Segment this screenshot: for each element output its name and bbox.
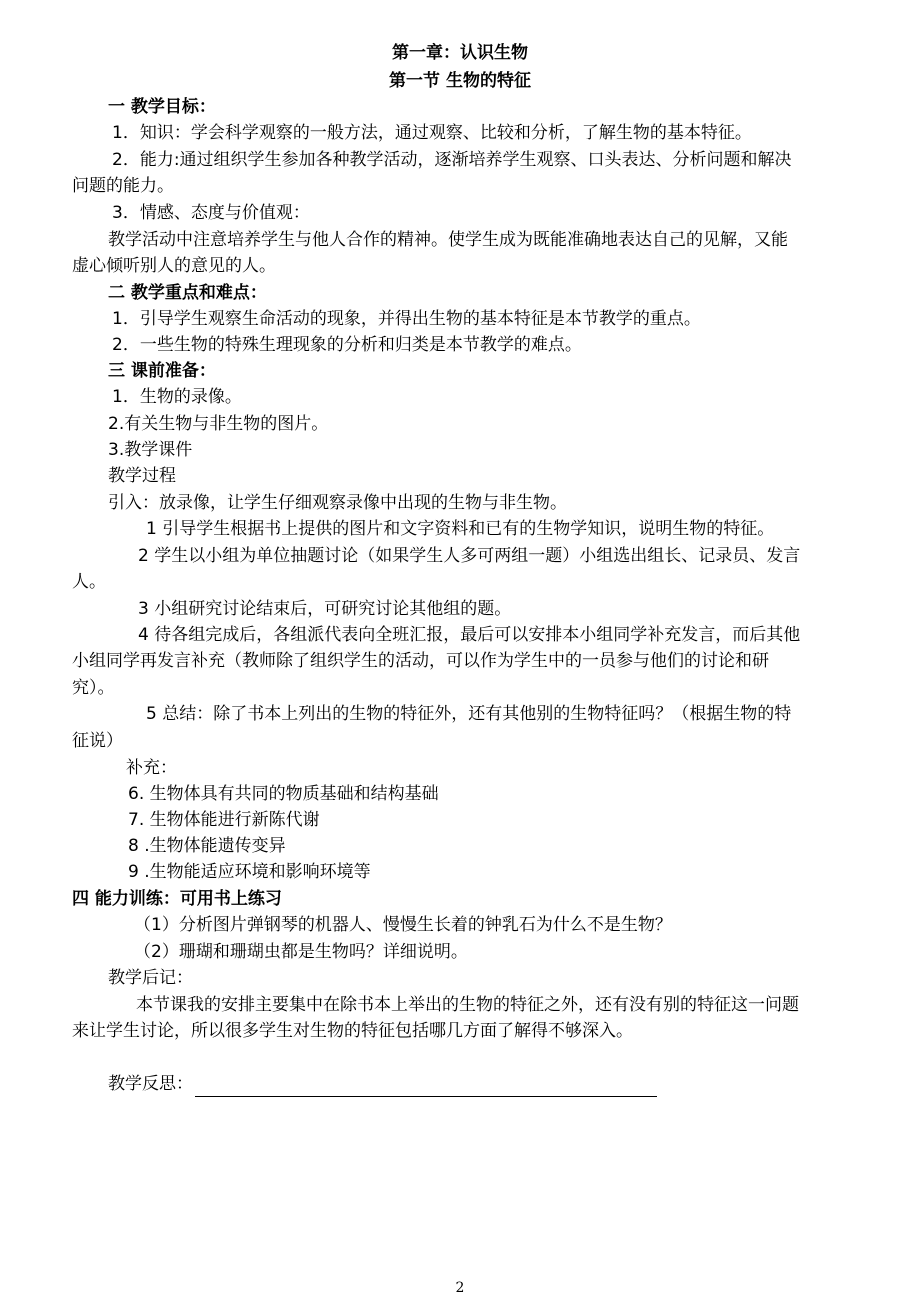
- page-number: 2: [455, 1280, 465, 1296]
- reflection-blank-line: [195, 1078, 657, 1097]
- process-step-2-line1: 2 学生以小组为单位抽题讨论（如果学生人多可两组一题）小组选出组长、记录员、发言: [138, 546, 801, 566]
- postscript-line1: 本节课我的安排主要集中在除书本上举出的生物的特征之外，还有没有别的特征这一问题: [136, 995, 799, 1015]
- chapter-title: 第一章：认识生物: [392, 43, 528, 63]
- key-point-1: 1．引导学生观察生命活动的现象，并得出生物的基本特征是本节教学的重点。: [112, 309, 701, 329]
- objectives-heading: 一 教学目标：: [108, 97, 216, 117]
- reflection-row: [108, 1071, 657, 1097]
- supplement-item-9: 9 .生物能适应环境和影响环境等: [128, 862, 371, 882]
- preparation-item-1: 1．生物的录像。: [112, 387, 242, 407]
- key-point-2: 2．一些生物的特殊生理现象的分析和归类是本节教学的难点。: [112, 335, 582, 355]
- supplement-item-8: 8 .生物体能遗传变异: [128, 836, 286, 856]
- process-step-5-line2: 征说）: [72, 731, 123, 751]
- objective-values-line2: 虚心倾听别人的意见的人。: [72, 256, 276, 276]
- process-step-4-line2: 小组同学再发言补充（教师除了组织学生的活动，可以作为学生中的一员参与他们的讨论和研: [72, 651, 769, 671]
- supplement-item-6: 6. 生物体具有共同的物质基础和结构基础: [128, 784, 439, 804]
- section-title: 第一节 生物的特征: [389, 71, 531, 91]
- objective-values-label: 3．情感、态度与价值观：: [112, 203, 310, 223]
- key-points-heading: 二 教学重点和难点：: [108, 283, 267, 303]
- objective-ability-line1: 2．能力:通过组织学生参加各种教学活动，逐渐培养学生观察、口头表达、分析问题和解决: [112, 150, 792, 170]
- process-step-1: 1 引导学生根据书上提供的图片和文字资料和已有的生物学知识，说明生物的特征。: [146, 519, 775, 539]
- objective-values-line1: 教学活动中注意培养学生与他人合作的精神。使学生成为既能准确地表达自己的见解，又能: [108, 230, 788, 250]
- training-heading: 四 能力训练：可用书上练习: [72, 889, 282, 909]
- training-question-2: （2）珊瑚和珊瑚虫都是生物吗？详细说明。: [134, 942, 468, 962]
- preparation-heading: 三 课前准备：: [108, 361, 216, 381]
- process-step-2-line2: 人。: [72, 572, 106, 592]
- preparation-item-3: 3.教学课件: [108, 440, 193, 460]
- supplement-item-7: 7. 生物体能进行新陈代谢: [128, 810, 320, 830]
- process-step-5-line1: 5 总结：除了书本上列出的生物的特征外，还有其他别的生物特征吗？（根据生物的特: [146, 704, 792, 724]
- process-step-4-line3: 究）。: [72, 678, 115, 698]
- objective-knowledge: 1．知识：学会科学观察的一般方法，通过观察、比较和分析，了解生物的基本特征。: [112, 123, 752, 143]
- process-intro: 引入：放录像，让学生仔细观察录像中出现的生物与非生物。: [108, 493, 567, 513]
- process-step-3: 3 小组研究讨论结束后，可研究讨论其他组的题。: [138, 599, 512, 619]
- objective-ability-line2: 问题的能力。: [72, 176, 174, 196]
- supplement-label: 补充：: [126, 758, 177, 778]
- process-heading: 教学过程: [108, 466, 176, 486]
- process-step-4-line1: 4 待各组完成后，各组派代表向全班汇报，最后可以安排本小组同学补充发言，而后其他: [138, 625, 801, 645]
- postscript-line2: 来让学生讨论，所以很多学生对生物的特征包括哪几方面了解得不够深入。: [72, 1021, 633, 1041]
- training-question-1: （1）分析图片弹钢琴的机器人、慢慢生长着的钟乳石为什么不是生物？: [134, 915, 672, 935]
- postscript-label: 教学后记：: [108, 968, 193, 988]
- preparation-item-2: 2.有关生物与非生物的图片。: [108, 414, 329, 434]
- reflection-label: 教学反思：: [108, 1074, 193, 1094]
